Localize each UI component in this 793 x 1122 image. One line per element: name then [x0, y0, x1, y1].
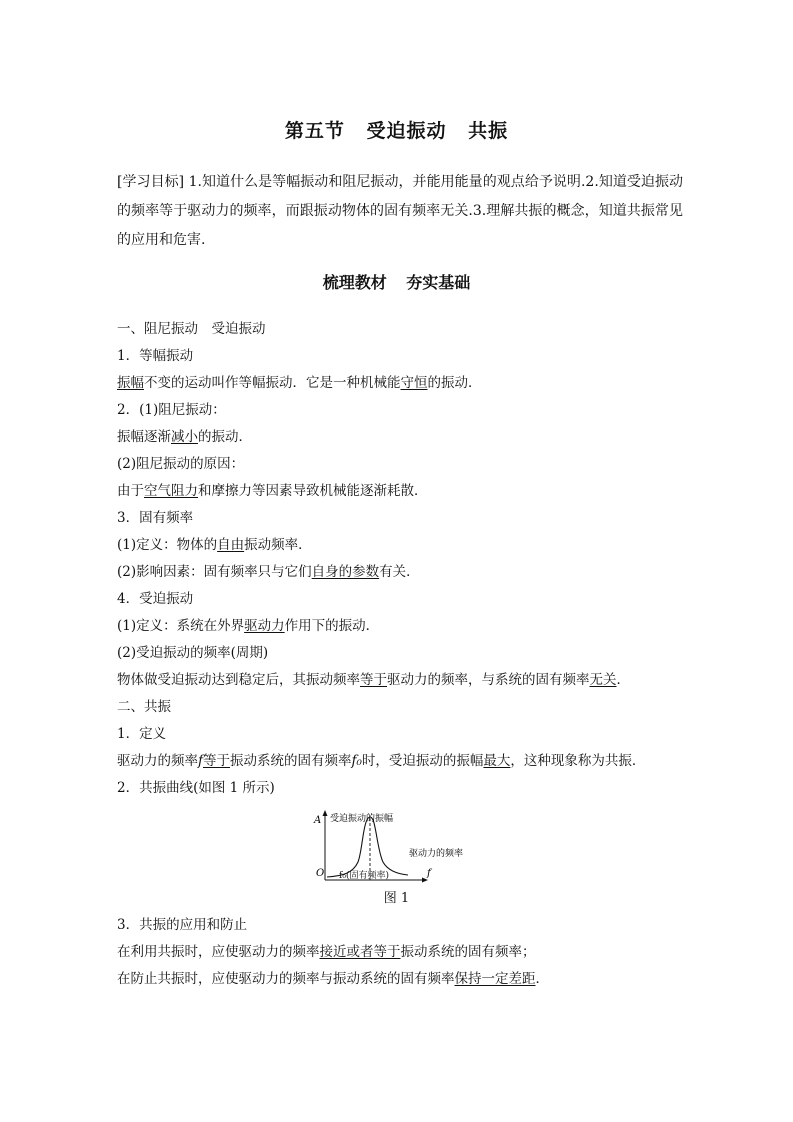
- blank-answer: 自身的参数: [311, 564, 380, 580]
- item-4-subheading: (2)受迫振动的频率(周期): [117, 645, 269, 661]
- y-axis-label: A: [314, 815, 322, 826]
- origin-label: O: [316, 868, 325, 879]
- title-topic-2: 共振: [468, 120, 509, 142]
- text-span: 驱动力的频率，与系统的固有频率: [387, 672, 590, 688]
- blank-answer: 驱动力: [244, 618, 285, 634]
- text-span: ，这种现象称为共振．: [510, 753, 646, 769]
- resonance-2-heading: 2．共振曲线(如图 1 所示): [117, 780, 275, 796]
- text-span: 物体做受迫振动达到稳定后，其振动频率: [117, 672, 360, 688]
- text-span: (1)定义：系统在外界: [117, 618, 245, 634]
- text-span: (1)定义：物体的: [117, 537, 218, 553]
- text-span: 有关．: [379, 564, 420, 580]
- blank-answer: 守恒: [400, 375, 428, 391]
- blank-answer: 自由: [217, 537, 245, 553]
- text-span: 在利用共振时，应使驱动力的频率: [117, 944, 320, 960]
- item-3-heading: 3．固有频率: [117, 510, 194, 526]
- section-heading-part2: 夯实基础: [406, 273, 471, 292]
- item-3-factors: [117, 559, 687, 586]
- curve-label: 驱动力的频率: [409, 849, 464, 859]
- item-1-heading: 1．等幅振动: [117, 348, 194, 364]
- item-2-text: [117, 424, 687, 451]
- symbol-f0: f₀: [351, 753, 362, 769]
- text-span: 驱动力的频率: [117, 753, 198, 769]
- resonance-definition: [117, 748, 687, 775]
- text-span: 的振动．: [427, 375, 482, 391]
- text-span: 作用下的振动．: [284, 618, 380, 634]
- page-title: [0, 116, 793, 143]
- blank-answer: 保持一定差距: [454, 971, 536, 987]
- title-topic-1: 受迫振动: [366, 120, 447, 142]
- blank-answer: 减小: [171, 429, 198, 445]
- blank-answer: 等于: [360, 672, 387, 688]
- x-axis-label: f: [427, 868, 431, 879]
- text-span: 振幅逐渐: [117, 429, 171, 445]
- item-2-heading: 2．(1)阻尼振动：: [117, 402, 226, 418]
- item-3-definition: [117, 532, 687, 559]
- section-heading-part1: 梳理教材: [322, 273, 387, 292]
- blank-answer: 振幅: [117, 375, 144, 391]
- text-span: (2)影响因素：固有频率只与它们: [117, 564, 312, 580]
- resonance-use-text: [117, 939, 687, 966]
- blank-answer: 空气阻力: [144, 483, 198, 499]
- text-span: ．: [535, 971, 549, 987]
- text-span: 时，受迫振动的振幅: [361, 753, 484, 769]
- content-body-continued: [117, 912, 687, 993]
- section-heading: [0, 270, 793, 293]
- text-span: 的振动．: [198, 429, 252, 445]
- y-axis-arrow: [323, 810, 328, 816]
- y-axis-caption: 受迫振动的振幅: [330, 814, 394, 824]
- item-4-definition: [117, 613, 687, 640]
- item-2b-text: [117, 478, 687, 505]
- text-span: 和摩擦力等因素导致机械能逐渐耗散．: [198, 483, 428, 499]
- blank-answer: 等于: [203, 753, 230, 769]
- resonance-3-heading: 3．共振的应用和防止: [117, 917, 248, 933]
- goals-text: 1.知道什么是等幅振动和阻尼振动，并能用能量的观点给予说明.2.知道受迫振动的频率等于驱动力的频率，而跟振动物体的固有频率无关.3.理解共振的概念，知道共振常见的应用和危害.: [117, 174, 683, 248]
- heading-damped-forced: 一、阻尼振动 受迫振动: [117, 321, 266, 337]
- text-span: 不变的运动叫作等幅振动．它是一种机械能: [144, 375, 401, 391]
- item-4-heading: 4．受迫振动: [117, 591, 194, 607]
- symbol-f: f: [198, 753, 203, 769]
- goals-label: [学习目标]: [117, 174, 185, 190]
- resonance-prevent-text: [117, 966, 687, 993]
- content-body: [117, 316, 687, 802]
- f0-label: f₀(固有频率): [339, 871, 389, 881]
- blank-answer: 最大: [483, 753, 511, 769]
- text-span: 由于: [117, 483, 144, 499]
- learning-goals: [117, 168, 683, 255]
- figure-caption: 图 1: [383, 891, 410, 906]
- text-span: 振动系统的固有频率: [230, 753, 352, 769]
- title-section-number: 第五节: [284, 120, 345, 142]
- item-1-text: [117, 370, 687, 397]
- text-span: ．: [616, 672, 630, 688]
- blank-answer: 无关: [589, 672, 617, 688]
- text-span: 振动频率．: [244, 537, 312, 553]
- item-2b-heading: (2)阻尼振动的原因：: [117, 456, 245, 472]
- text-span: 振动系统的固有频率；: [400, 944, 536, 960]
- item-4-text: [117, 667, 687, 694]
- heading-resonance: 二、共振: [117, 699, 171, 715]
- resonance-1-heading: 1．定义: [117, 726, 167, 742]
- text-span: 在防止共振时，应使驱动力的频率与振动系统的固有频率: [117, 971, 455, 987]
- blank-answer: 接近或者等于: [319, 944, 401, 960]
